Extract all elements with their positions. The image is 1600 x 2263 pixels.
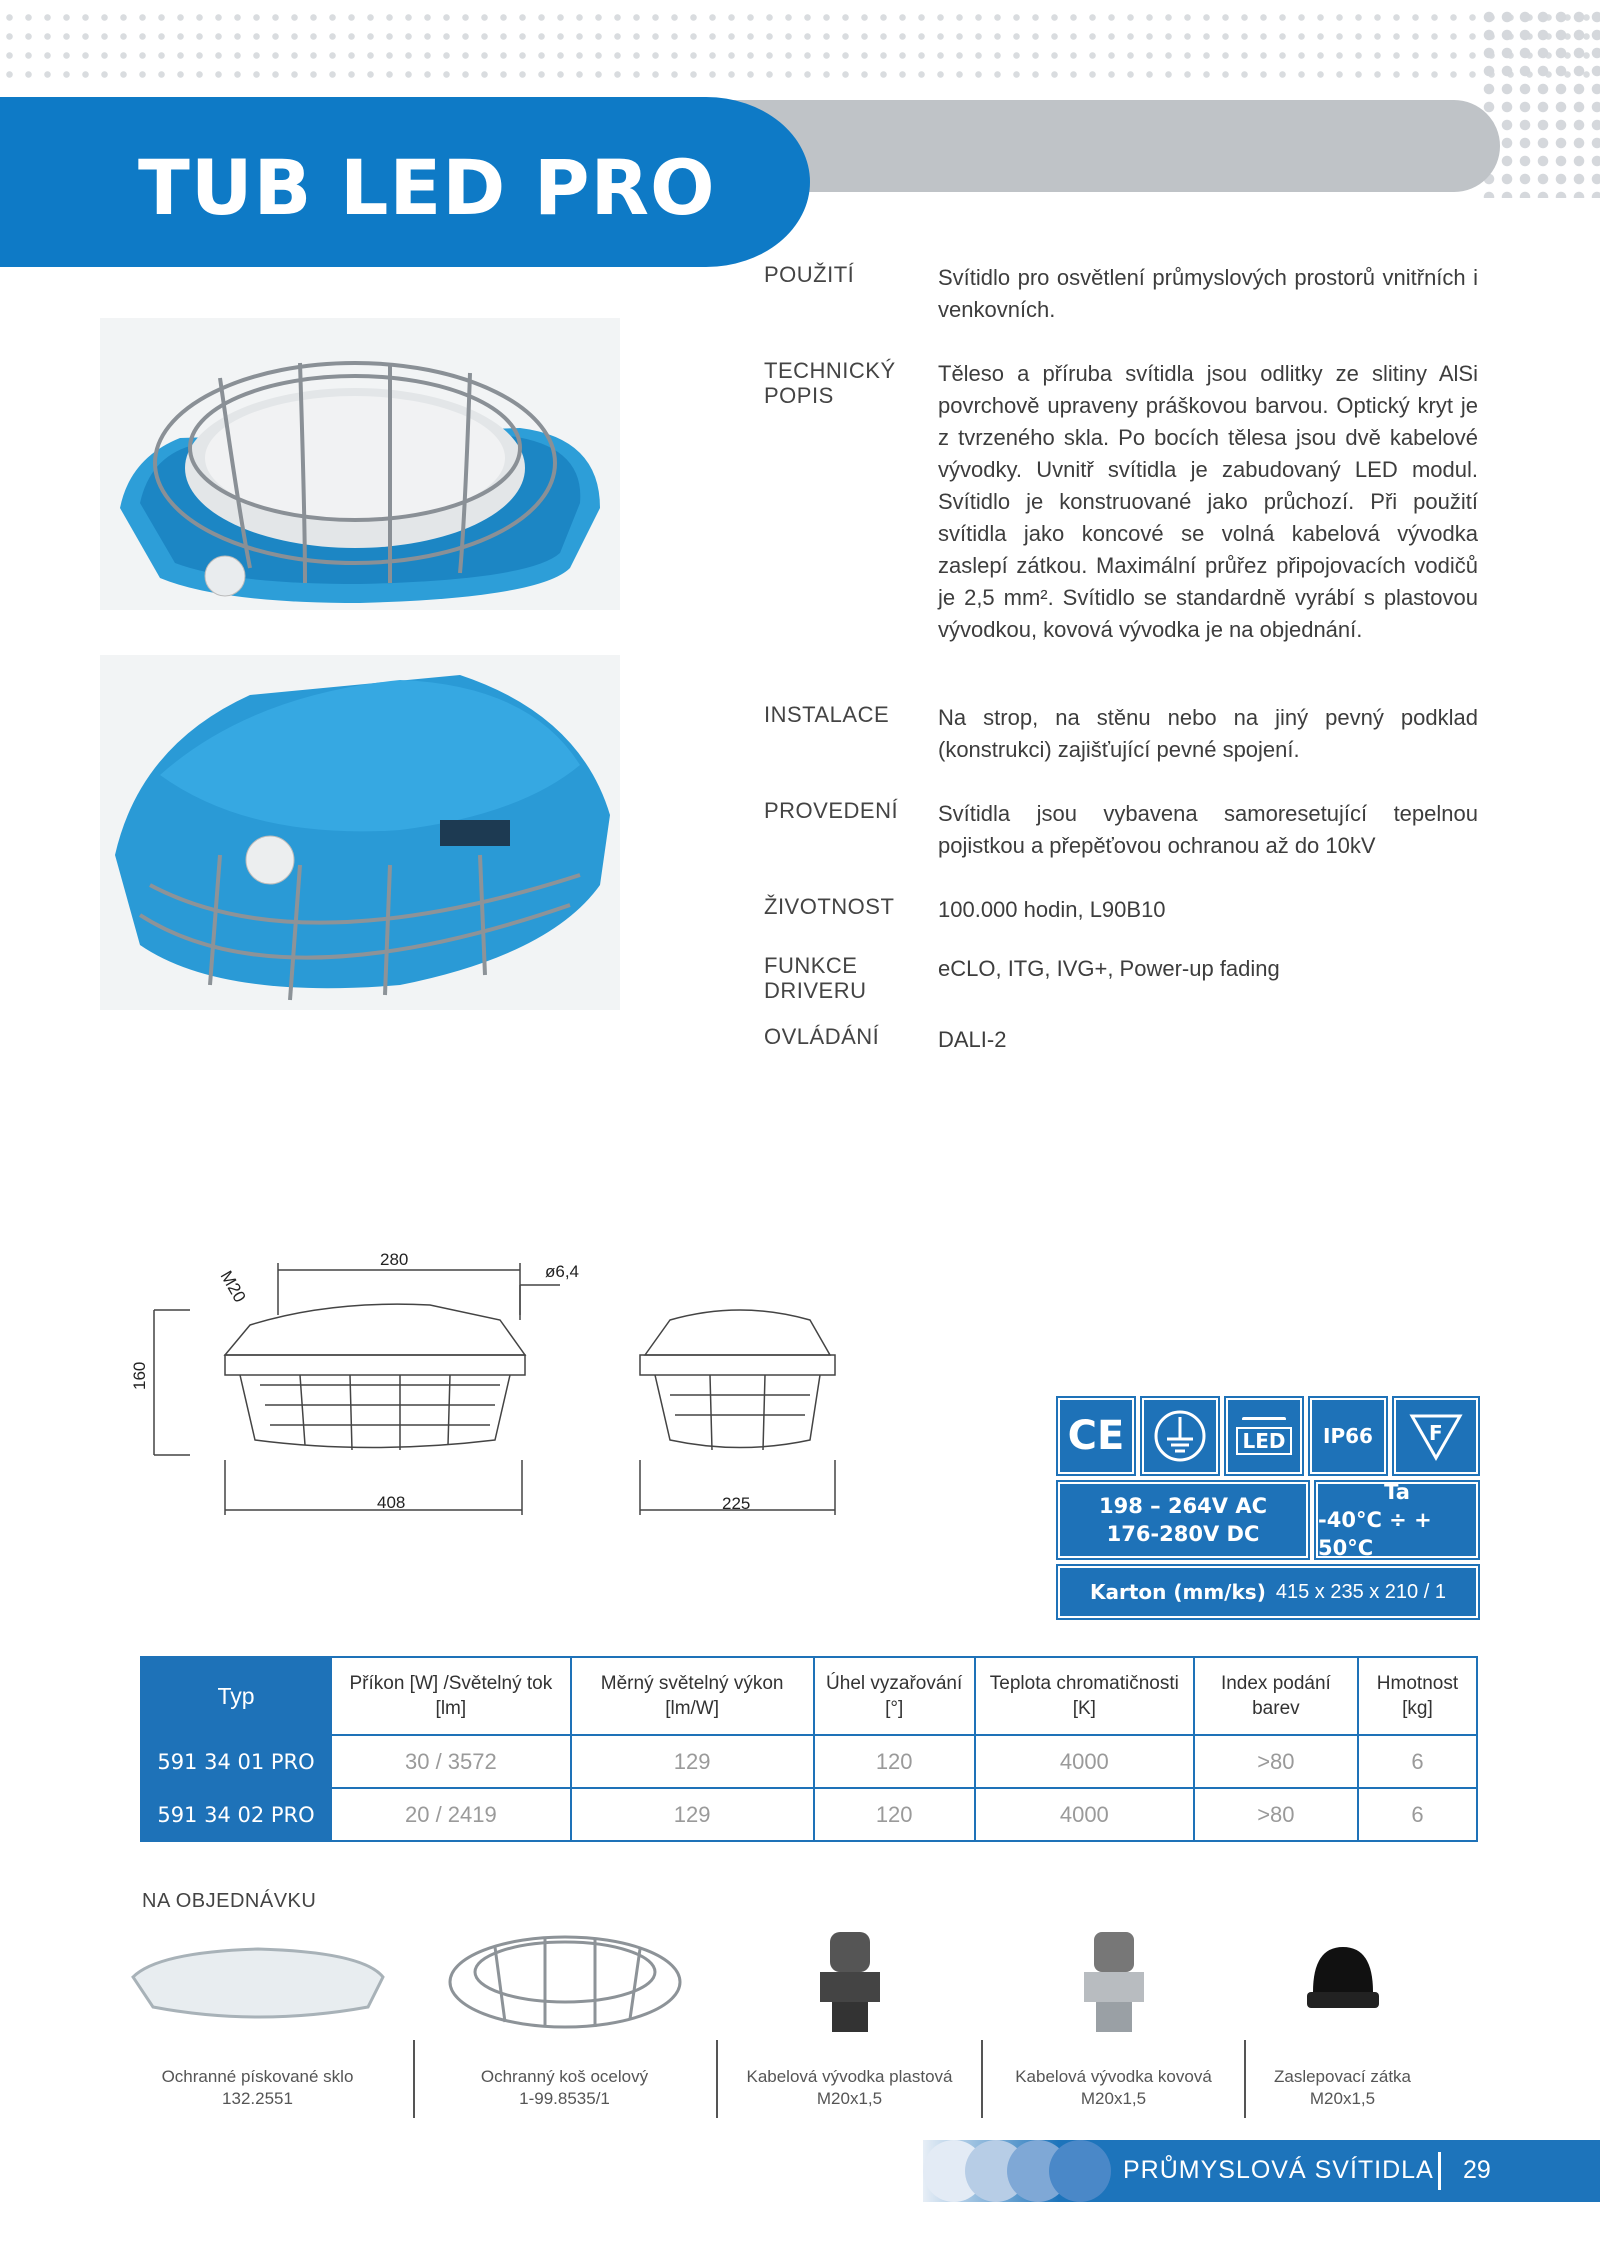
ta-range: -40°C ÷ + 50°C xyxy=(1318,1508,1432,1560)
karton-badge xyxy=(1058,1566,1478,1618)
spec-label: ŽIVOTNOST xyxy=(764,894,895,919)
table-cell: 6 xyxy=(1358,1788,1477,1841)
product-photo-bottom xyxy=(100,655,620,1010)
accessory-name: Kabelová vývodka plastová xyxy=(746,2067,953,2086)
accessory-code: 1-99.8535/1 xyxy=(519,2089,610,2108)
spec-instalace xyxy=(764,702,1478,766)
accessory-name: Zaslepovací zátka xyxy=(1273,2067,1411,2086)
divider xyxy=(413,2040,415,2118)
col-header-prikon: Příkon [W] /Světelný tok [lm] xyxy=(331,1657,571,1735)
table-row xyxy=(141,1735,1477,1788)
col-header-typ: Typ xyxy=(141,1657,331,1735)
technical-drawing xyxy=(130,1245,850,1545)
product-type-table xyxy=(140,1656,1478,1842)
voltage-ac: 198 – 264V AC xyxy=(1098,1494,1268,1518)
spec-label: TECHNICKÝ POPIS xyxy=(764,358,896,408)
voltage-badge xyxy=(1058,1482,1308,1558)
f-mark-icon xyxy=(1394,1398,1478,1474)
accessory-code: 132.2551 xyxy=(222,2089,293,2108)
table-cell: 4000 xyxy=(975,1735,1194,1788)
dim-thread: M20 xyxy=(216,1267,250,1306)
spec-value: eCLO, ITG, IVG+, Power-up fading xyxy=(938,956,1280,981)
spec-label: POUŽITÍ xyxy=(764,262,855,287)
dim-length: 408 xyxy=(377,1493,406,1512)
accessory-glass xyxy=(125,1922,390,2122)
table-cell: >80 xyxy=(1194,1735,1358,1788)
steel-cage-icon xyxy=(432,1922,697,2042)
table-header-row xyxy=(141,1657,1477,1735)
dim-depth: 225 xyxy=(722,1494,751,1513)
spec-value: Svítidlo pro osvětlení průmyslových prostorů vnitřních i venkovních. xyxy=(938,265,1478,322)
spec-value: Na strop, na stěnu nebo na jiný pevný podklad (konstrukci) zajišťující pevné spojení. xyxy=(938,705,1478,762)
plastic-gland-icon xyxy=(717,1922,982,2042)
spec-value: 100.000 hodin, L90B10 xyxy=(938,897,1166,922)
table-cell: >80 xyxy=(1194,1788,1358,1841)
accessory-name: Ochranný koš ocelový xyxy=(480,2067,649,2086)
spec-label: PROVEDENÍ xyxy=(764,798,899,823)
metal-gland-icon xyxy=(981,1922,1246,2042)
type-code: 591 34 02 PRO xyxy=(141,1788,331,1841)
ta-label: Ta xyxy=(1384,1480,1410,1504)
spec-value: Těleso a příruba svítidla jsou odlitky ze slitiny AlSi povrchově upraveny práškovou barvou. Optický kryt je z tvrzeného skla. Po bocích tělesa jsou dvě kabelové vývodky. Uvnitř svítidla je zabudovaný LED modul. Svítidlo je konstruované jako průchozí. Při použití svítidla jako koncové se volná kabelová vývodka zaslepí zátkou. Maximální průřez připojovacích vodičů je 2,5 mm². Svítidlo se standardně vyrábí s plastovou vývodkou, kovová vývodka je na objednání. xyxy=(938,361,1478,642)
col-header-teplota: Teplota chromatičnosti [K] xyxy=(975,1657,1194,1735)
accessory-plug xyxy=(1210,1922,1475,2122)
karton-value: 415 x 235 x 210 / 1 xyxy=(1275,1580,1446,1603)
table-cell: 4000 xyxy=(975,1788,1194,1841)
spec-funkce-driveru xyxy=(764,953,1478,1003)
footer-section: PRŮMYSLOVÁ SVÍTIDLA xyxy=(1123,2156,1434,2184)
led-icon xyxy=(1226,1398,1302,1474)
order-section-title: NA OBJEDNÁVKU xyxy=(142,1890,317,1912)
spec-label: FUNKCE DRIVERU xyxy=(764,953,867,1003)
spec-technicky-popis xyxy=(764,358,1478,646)
spec-provedeni xyxy=(764,798,1478,862)
col-header-hmotnost: Hmotnost [kg] xyxy=(1358,1657,1477,1735)
table-cell: 120 xyxy=(814,1735,975,1788)
glass-cover-icon xyxy=(125,1922,390,2042)
table-cell: 20 / 2419 xyxy=(331,1788,571,1841)
table-cell: 129 xyxy=(571,1788,814,1841)
table-cell: 120 xyxy=(814,1788,975,1841)
col-header-uhel: Úhel vyzařování [°] xyxy=(814,1657,975,1735)
ground-icon xyxy=(1142,1398,1218,1474)
spec-zivotnost xyxy=(764,894,1478,926)
page-number: 29 xyxy=(1463,2156,1491,2184)
title-banner xyxy=(0,97,810,267)
type-code: 591 34 01 PRO xyxy=(141,1735,331,1788)
dim-height: 160 xyxy=(130,1361,149,1390)
decor-circle xyxy=(1049,2140,1111,2202)
table-row xyxy=(141,1788,1477,1841)
accessory-gland-metal xyxy=(981,1922,1246,2122)
accessory-code: M20x1,5 xyxy=(816,2089,883,2108)
table-cell: 6 xyxy=(1358,1735,1477,1788)
spec-label: INSTALACE xyxy=(764,702,890,727)
dim-width: 280 xyxy=(380,1250,409,1269)
voltage-dc: 176-280V DC xyxy=(1106,1522,1260,1546)
spec-ovladani xyxy=(764,1024,1478,1056)
dot-pattern xyxy=(0,8,1600,88)
product-photo-top xyxy=(100,318,620,610)
accessory-gland-plastic xyxy=(717,1922,982,2122)
spec-value: DALI-2 xyxy=(938,1027,1007,1052)
table-cell: 129 xyxy=(571,1735,814,1788)
col-header-index: Index podání barev xyxy=(1194,1657,1358,1735)
dim-hole: ø6,4 xyxy=(545,1262,580,1281)
accessory-name: Ochranné pískované sklo xyxy=(161,2067,354,2086)
accessory-code: M20x1,5 xyxy=(1080,2089,1147,2108)
ambient-temp-badge xyxy=(1316,1482,1478,1558)
spec-label: OVLÁDÁNÍ xyxy=(764,1024,880,1049)
table-cell: 30 / 3572 xyxy=(331,1735,571,1788)
karton-label: Karton (mm/ks) xyxy=(1090,1580,1266,1604)
col-header-vykon: Měrný světelný výkon [lm/W] xyxy=(571,1657,814,1735)
ip-rating: IP66 xyxy=(1310,1398,1386,1474)
spec-value: Svítidla jsou vybavena samoresetující tepelnou pojistkou a přepěťovou ochranou až do 10kV xyxy=(938,801,1478,858)
page-footer xyxy=(923,2140,1600,2202)
accessory-code: M20x1,5 xyxy=(1309,2089,1376,2108)
dot-pattern-right xyxy=(1480,8,1600,198)
spec-pouziti xyxy=(764,262,1478,326)
svg-text:F: F xyxy=(1429,1421,1443,1445)
page-title: TUB LED PRO xyxy=(138,143,716,232)
blanking-plug-icon xyxy=(1210,1922,1475,2042)
ce-mark: CE xyxy=(1058,1398,1134,1474)
accessory-name: Kabelová vývodka kovová xyxy=(1015,2067,1212,2086)
led-label: LED xyxy=(1236,1427,1291,1455)
footer-divider xyxy=(1438,2152,1441,2190)
header-gray-band xyxy=(700,100,1500,192)
accessory-cage xyxy=(432,1922,697,2122)
